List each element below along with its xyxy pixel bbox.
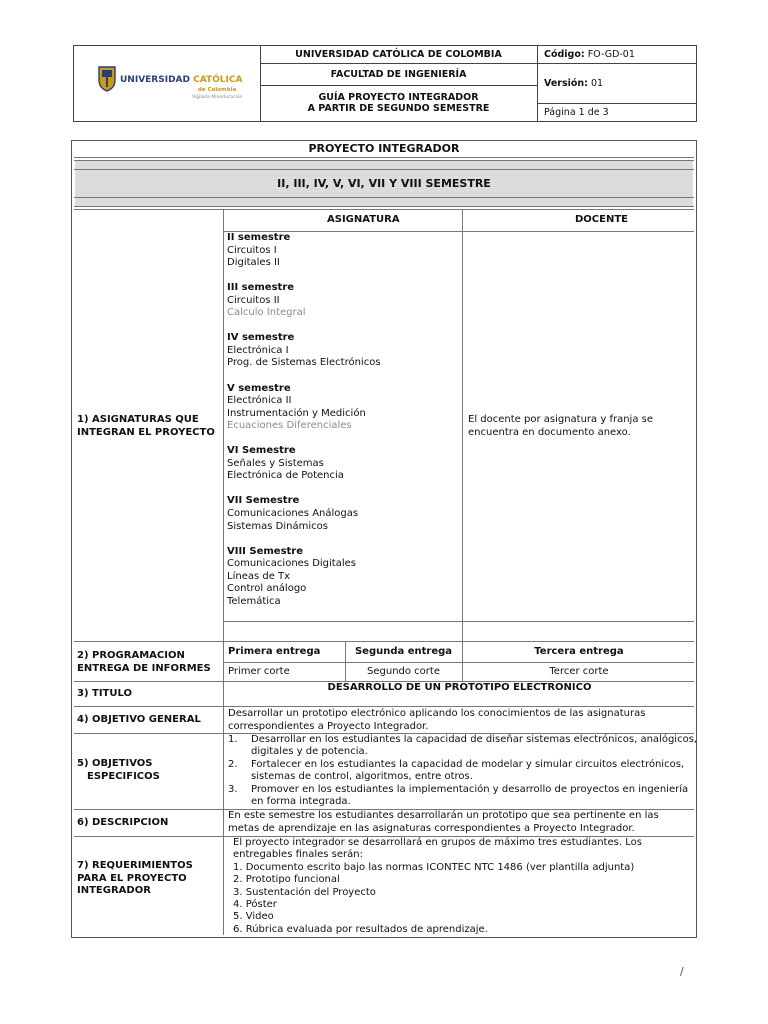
subject-item: Digitales II xyxy=(227,257,280,269)
subject-item-muted: Calculo Integral xyxy=(227,307,306,319)
page-footer-mark: / xyxy=(680,965,684,978)
university-name: UNIVERSIDAD CATÓLICA DE COLOMBIA xyxy=(260,46,537,64)
subject-item: Electrónica I xyxy=(227,344,289,356)
semester-heading: VII Semestre xyxy=(227,495,300,507)
subject-item: Sistemas Dinámicos xyxy=(227,520,328,532)
objective-item: 1. Desarrollar en los estudiantes la capacidad de diseñar sistemas electrónicos, analógicos, xyxy=(228,734,698,745)
logo-cell xyxy=(74,46,261,121)
teacher-note: El docente por asignatura y franja se encuentra en documento anexo. xyxy=(468,414,653,438)
section5-label: 5) OBJETIVOS ESPECIFICOS xyxy=(77,758,160,782)
requirements-list: El proyecto integrador se desarrollará en grupos de máximo tres estudiantes. Los entregables finales serán: 1. Documento escrito bajo las normas ICONTEC NTC 1486 (ver plantilla adjunta) 2. Prototipo funcional 3. Sustentación del Proyecto 4. Póster 5. Video 6. Rúbrica evaluada por resultados de aprendizaje. xyxy=(233,837,642,935)
subject-item: Líneas de Tx xyxy=(227,570,291,582)
objective-item: 2. Fortalecer en los estudiantes la capacidad de modelar y simular circuitos electrónicos, xyxy=(228,758,685,770)
subject-item: Prog. de Sistemas Electrónicos xyxy=(227,357,381,369)
semesters-banner: II, III, IV, V, VI, VII Y VIII SEMESTRE xyxy=(277,177,491,190)
third-delivery-value: Tercer corte xyxy=(549,666,609,677)
subject-item: Comunicaciones Análogas xyxy=(227,508,359,520)
subject-item: Electrónica de Potencia xyxy=(227,470,344,482)
deliverable-item: 6. Rúbrica evaluada por resultados de aprendizaje. xyxy=(233,923,488,935)
specific-objectives-list: 1. Desarrollar en los estudiantes la capacidad de diseñar sistemas electrónicos, analógicos, digitales y de potencia. 2. Fortalecer en los estudiantes la capacidad de modelar y simular circuitos electrónicos, sistemas de control, algoritmos, entre otros. 3. Promover en los estudiantes la implementación y desarrollo de proyectos en ingeniería en forma integrada. xyxy=(228,734,698,808)
section4-label: 4) OBJETIVO GENERAL xyxy=(77,714,201,725)
objective-item: 3. Promover en los estudiantes la implementación y desarrollo de proyectos en ingeniería xyxy=(228,783,689,795)
general-objective: Desarrollar un prototipo electrónico aplicando los conocimientos de las asignaturas correspondientes a Proyecto Integrador. xyxy=(228,708,646,732)
subject-item: Electrónica II xyxy=(227,395,292,407)
section3-label: 3) TITULO xyxy=(77,688,133,699)
code-cell: Código: FO-GD-01 xyxy=(538,46,697,64)
subject-item: Telemática xyxy=(227,595,281,607)
section6-label: 6) DESCRIPCION xyxy=(77,817,169,828)
shield-icon xyxy=(98,66,116,92)
page-cell: Página 1 de 3 xyxy=(544,107,609,118)
col-subject-header: ASIGNATURA xyxy=(327,214,400,225)
deliverable-item: 5. Video xyxy=(233,911,274,923)
project-table xyxy=(71,140,697,938)
deliverable-item: 3. Sustentación del Proyecto xyxy=(233,886,376,898)
semester-heading: II semestre xyxy=(227,232,291,243)
university-logo xyxy=(98,64,243,104)
second-delivery-header: Segunda entrega xyxy=(354,646,453,657)
subjects-list xyxy=(227,232,381,608)
subject-item-muted: Ecuaciones Diferenciales xyxy=(227,420,352,432)
section1-label: 1) ASIGNATURAS QUE INTEGRAN EL PROYECTO xyxy=(77,414,215,438)
project-title: DESARROLLO DE UN PROTOTIPO ELECTRONICO xyxy=(327,682,592,693)
deliverable-item: 2. Prototipo funcional xyxy=(233,874,340,886)
section7-label: 7) REQUERIMIENTOS PARA EL PROYECTO INTEGRADOR xyxy=(77,860,193,896)
subject-item: Comunicaciones Digitales xyxy=(227,558,356,570)
first-delivery-header: Primera entrega xyxy=(228,646,321,657)
table-title: PROYECTO INTEGRADOR xyxy=(308,142,460,155)
first-delivery-value: Primer corte xyxy=(228,666,290,677)
section2-label: 2) PROGRAMACION ENTREGA DE INFORMES xyxy=(77,650,211,674)
semester-heading: III semestre xyxy=(227,282,295,294)
second-delivery-value: Segundo corte xyxy=(367,666,440,677)
third-delivery-header: Tercera entrega xyxy=(534,646,624,657)
faculty-name: FACULTAD DE INGENIERÍA xyxy=(260,64,537,86)
subject-item: Circuitos I xyxy=(227,244,277,256)
subject-item: Instrumentación y Medición xyxy=(227,407,366,419)
subject-item: Circuitos II xyxy=(227,294,280,306)
col-teacher-header: DOCENTE xyxy=(575,214,628,225)
logo-name: UNIVERSIDAD CATÓLICA xyxy=(120,75,243,85)
guide-title: GUÍA PROYECTO INTEGRADOR A PARTIR DE SEGUNDO SEMESTRE xyxy=(307,92,490,114)
semester-heading: VIII Semestre xyxy=(227,545,304,557)
semester-heading: VI Semestre xyxy=(227,445,296,457)
semester-heading: V semestre xyxy=(227,382,291,394)
version-cell: Versión: 01 xyxy=(538,64,697,104)
deliverable-item: 4. Póster xyxy=(233,899,277,911)
subject-item: Señales y Sistemas xyxy=(227,457,324,469)
subject-item: Control análogo xyxy=(227,583,307,595)
logo-tagline: Vigilada Mineducación xyxy=(192,95,243,100)
description-text: En este semestre los estudiantes desarrollarán un prototipo que sea pertinente en las metas de aprendizaje en las asignaturas correspondientes a Proyecto Integrador. xyxy=(228,810,659,834)
document-header xyxy=(73,45,697,122)
logo-subtitle: de Colombia xyxy=(198,87,237,93)
semester-heading: IV semestre xyxy=(227,332,295,344)
deliverable-item: 1. Documento escrito bajo las normas ICONTEC NTC 1486 (ver plantilla adjunta) xyxy=(233,861,635,873)
